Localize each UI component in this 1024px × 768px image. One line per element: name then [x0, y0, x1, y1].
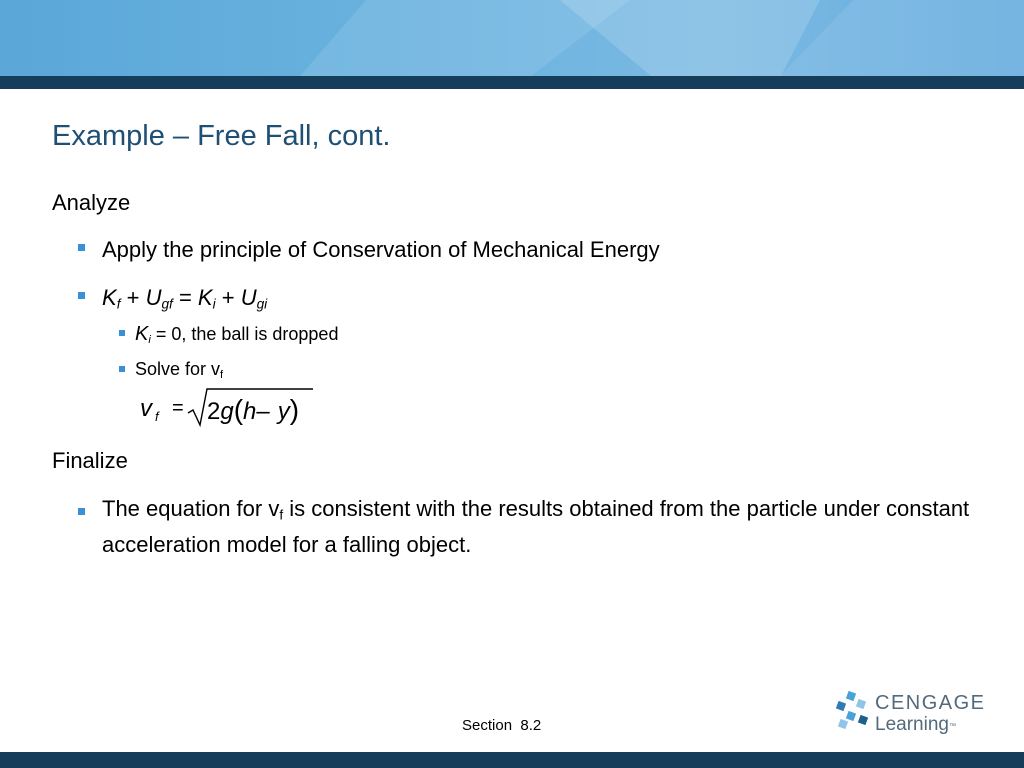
subbullet-text: Solve for $v_f$ — [135, 359, 224, 381]
logo-square — [858, 715, 868, 725]
banner-facet — [780, 0, 1024, 76]
vf-formula — [140, 387, 340, 429]
bullet-square-icon — [78, 244, 85, 251]
subbullet-text: $K_i = 0$, the ball is dropped — [135, 323, 339, 346]
section-footer: Section 8.2 — [462, 717, 542, 734]
cengage-learning-logo — [833, 690, 986, 740]
logo-square — [836, 701, 846, 711]
logo-square — [856, 699, 866, 709]
formula-equals: = — [172, 397, 184, 419]
formula-lhs: v — [140, 395, 152, 422]
slide-title: Example – Free Fall, cont. — [52, 120, 391, 152]
bullet-square-icon — [78, 508, 85, 515]
formula-lhs-subscript: f — [155, 409, 159, 424]
footer-bar — [0, 752, 1024, 768]
logo-wordmark-cengage: CENGAGE — [875, 692, 986, 714]
logo-wordmark-learning: Learning™ — [875, 714, 956, 735]
logo-square — [838, 719, 848, 729]
bullet-text: Apply the principle of Conservation of Mechanical Energy — [102, 237, 660, 262]
analyze-heading: Analyze — [52, 190, 131, 215]
bullet-square-icon — [119, 366, 125, 372]
finalize-text: The equation for $v_f$ is consistent with the results obtained from the particle under constant acceleration model for a falling object. — [102, 496, 970, 558]
logo-square — [846, 711, 856, 721]
logo-square — [846, 691, 856, 701]
formula-radicand: 2g(h– y) — [207, 394, 300, 425]
bullet-square-icon — [78, 292, 85, 299]
bullet-square-icon — [119, 330, 125, 336]
energy-equation: $K_f + U_{gf} = K_i + U_{gi}$ — [102, 285, 268, 312]
header-stripe — [0, 76, 1024, 89]
banner-facet — [560, 0, 820, 76]
finalize-heading: Finalize — [52, 448, 128, 473]
header-banner — [0, 0, 1024, 76]
